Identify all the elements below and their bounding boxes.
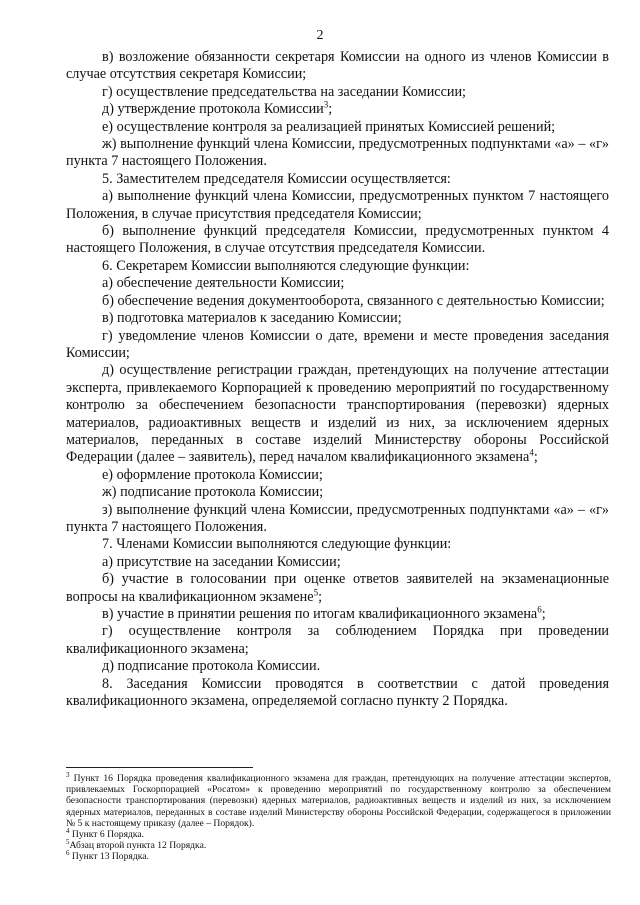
paragraph: в) возложение обязанности секретаря Комиссии на одного из членов Комиссии в случае отсутствия секретаря Комиссии;: [66, 49, 609, 83]
paragraph: в) подготовка материалов к заседанию Комиссии;: [102, 310, 402, 327]
paragraph: 6. Секретарем Комиссии выполняются следующие функции:: [102, 257, 470, 274]
paragraph: 8. Заседания Комиссии проводятся в соответствии с датой проведения квалификационного экзамена, определяемой согласно пункту 2 Порядка.: [66, 675, 609, 710]
paragraph: з) выполнение функций члена Комиссии, предусмотренных подпунктами «а» – «г» пункта 7 настоящего Положения.: [66, 501, 609, 535]
footnote-ref: 6: [537, 604, 542, 615]
paragraph: а) обеспечение деятельности Комиссии;: [102, 275, 345, 292]
footnote: $^5$Абзац второй пункта 12 Порядка.: [66, 838, 207, 852]
footnote: $^4$ Пункт 6 Порядка.: [66, 826, 145, 841]
paragraph: д) подписание протокола Комиссии.: [102, 658, 321, 675]
paragraph: г) уведомление членов Комиссии о дате, времени и месте проведения заседания Комиссии;: [66, 327, 609, 361]
paragraph: ж) выполнение функций члена Комиссии, предусмотренных подпунктами «а» – «г» пункта 7 настоящего Положения.: [66, 136, 609, 170]
paragraph: 7. Членами Комиссии выполняются следующие функции:: [102, 536, 452, 553]
paragraph: е) осуществление контроля за реализацией принятых Комиссией решений;: [102, 118, 556, 135]
paragraph: г) осуществление контроля за соблюдением Порядка при проведении квалификационного экзамена;: [66, 623, 609, 657]
paragraph: б) участие в голосовании при оценке ответов заявителей на экзаменационные вопросы на квалификационном экзамене$^5$;: [66, 571, 609, 605]
footnote-separator: [66, 767, 253, 768]
paragraph: д) осуществление регистрации граждан, претендующих на получение аттестации эксперта, привлекаемого Корпорацией к проведению мероприятий по государственному контролю за обеспечением безопасности транспортирования (перевозки) ядерных материалов, радиоактивных веществ и изделий из них, за исключением ядерных материалов, переданных в составе изделий Министерству обороны Российской Федерации (далее – заявитель), перед началом квалификационного экзамена$^4$;: [66, 362, 609, 466]
paragraph: б) обеспечение ведения документооборота, связанного с деятельностью Комиссии;: [102, 292, 605, 309]
footnote: $^6$ Пункт 13 Порядка.: [66, 849, 149, 863]
paragraph: е) оформление протокола Комиссии;: [102, 466, 323, 483]
footnote-ref: 5: [313, 586, 319, 597]
paragraph: а) присутствие на заседании Комиссии;: [102, 553, 341, 570]
paragraph: г) осуществление председательства на заседании Комиссии;: [102, 83, 467, 100]
document-body: [66, 49, 609, 710]
paragraph: в) участие в принятии решения по итогам квалификационного экзамена$^6$;: [102, 604, 546, 622]
paragraph: 5. Заместителем председателя Комиссии осуществляется:: [102, 170, 451, 187]
paragraph: ж) подписание протокола Комиссии;: [102, 484, 324, 501]
footnote-ref: 3: [323, 99, 329, 110]
paragraph: а) выполнение функций члена Комиссии, предусмотренных пунктом 7 настоящего Положения, в случае присутствия председателя Комиссии;: [66, 188, 609, 222]
footnotes: [66, 770, 611, 863]
paragraph: б) выполнение функций председателя Комиссии, предусмотренных пунктом 4 настоящего Положения, в случае отсутствия председателя Комиссии.: [66, 223, 609, 257]
page-number: 2: [316, 28, 324, 43]
footnote: $^3$ Пункт 16 Порядка проведения квалификационного экзамена для граждан, претендующих на получение аттестации экспертов, привлекаемых Госкорпорацией «Росатом» к проведению мероприятий по государственному контролю за обеспечением безопасности транспортирования (перевозки) ядерных материалов, радиоактивных веществ и изделий из них, за исключением ядерных материалов, переданных в составе изделий Министерству обороны Российской Федерации, содержащегося в приложении № 5 к настоящему приказу (далее – Порядок).: [66, 770, 611, 829]
footnote-ref: 4: [529, 447, 534, 458]
paragraph: д) утверждение протокола Комиссии$^3$;: [102, 99, 333, 118]
